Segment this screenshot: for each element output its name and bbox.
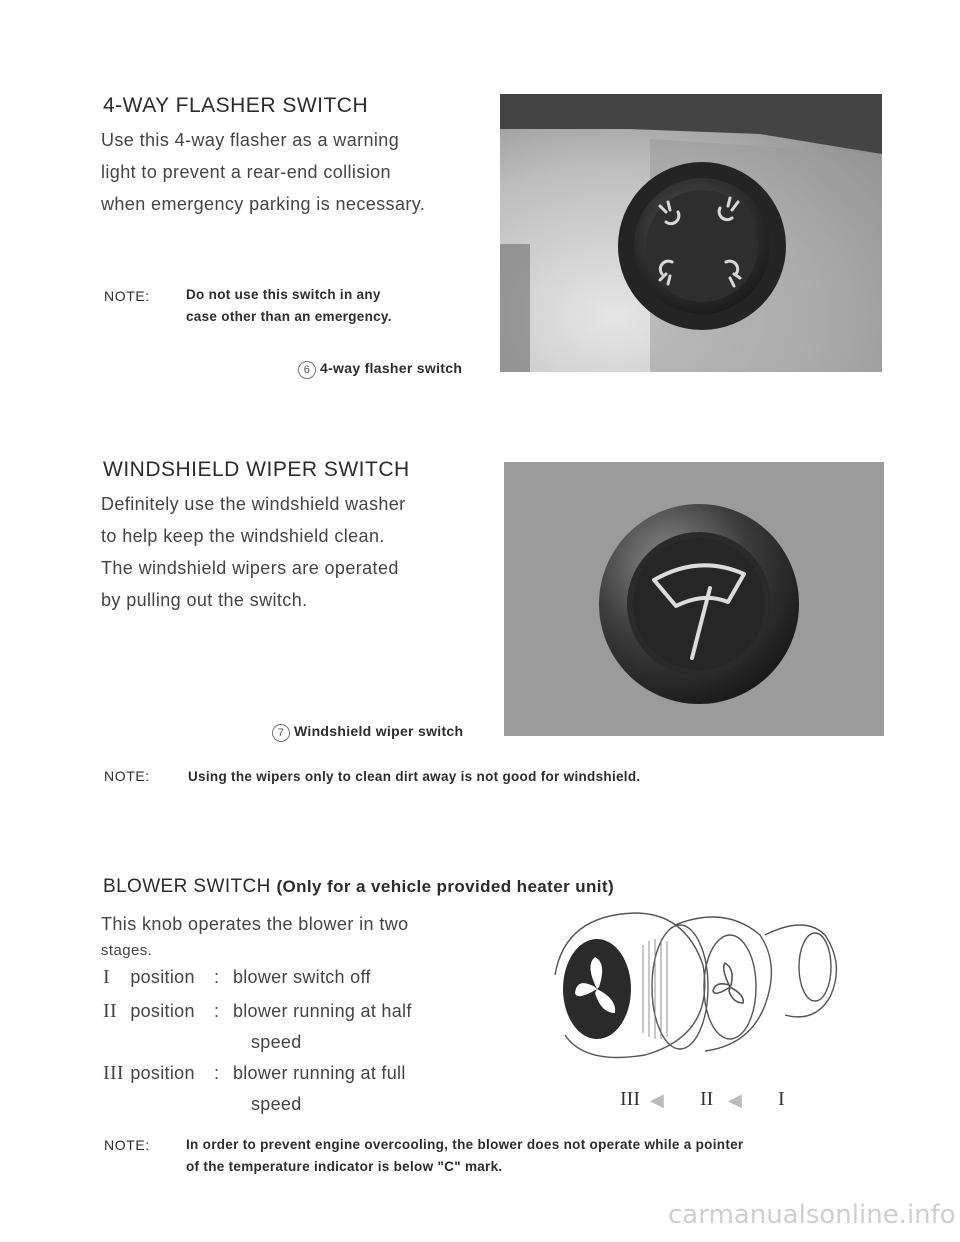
position-label: position: [130, 1063, 195, 1083]
position-roman: I: [103, 966, 110, 988]
position-label: position: [130, 967, 195, 987]
position-description-cont: speed: [251, 1032, 302, 1052]
blower-heading-sub: (Only for a vehicle provided heater unit): [276, 877, 615, 896]
blower-note-text: [186, 1134, 906, 1178]
wiper-caption-number: 7: [272, 724, 290, 742]
wiper-heading: WINDSHIELD WIPER SWITCH: [103, 458, 410, 481]
arrow-icon: ◀: [650, 1090, 664, 1110]
position-row-2: [103, 994, 483, 1028]
wiper-line-3: The windshield wipers are operated: [101, 558, 399, 578]
flasher-switch-photo: [500, 94, 882, 372]
blower-knob-illustration: [525, 905, 855, 1075]
flasher-switch-illustration: [500, 94, 882, 372]
wiper-line-4: by pulling out the switch.: [101, 590, 308, 610]
flasher-line-2: light to prevent a rear-end collision: [101, 162, 391, 182]
wiper-caption-text: Windshield wiper switch: [294, 723, 464, 739]
position-separator: :: [213, 967, 220, 987]
blower-positions-list: [103, 960, 483, 1118]
watermark-text: carmanualsonline.info: [668, 1200, 956, 1230]
blower-switch-diagram: [525, 905, 855, 1075]
position-description-cont: speed: [251, 1094, 302, 1114]
position-row-1: [103, 960, 483, 994]
flasher-line-3: when emergency parking is necessary.: [101, 194, 426, 214]
wiper-switch-photo: [504, 462, 884, 736]
flasher-note-line-2: case other than an emergency.: [186, 309, 392, 324]
blower-heading: [103, 876, 614, 898]
wiper-note-label: NOTE:: [104, 768, 150, 784]
flasher-note-label: NOTE:: [104, 288, 150, 304]
blower-intro-line-1: This knob operates the blower in two: [101, 914, 409, 934]
flasher-caption-text: 4-way flasher switch: [320, 360, 463, 376]
diagram-label-III: III: [620, 1088, 640, 1110]
flasher-heading: 4-WAY FLASHER SWITCH: [103, 94, 369, 117]
wiper-caption: [272, 723, 463, 742]
position-description: blower running at full: [232, 1063, 406, 1083]
flasher-caption: [298, 360, 462, 379]
blower-note-line-1: In order to prevent engine overcooling, the blower does not operate while a pointer: [186, 1137, 744, 1152]
blower-intro: [101, 908, 481, 962]
position-label: position: [130, 1001, 195, 1021]
position-row-2-cont: [103, 1028, 483, 1056]
position-row-3-cont: [103, 1090, 483, 1118]
flasher-caption-number: 6: [298, 361, 316, 379]
position-roman: III: [103, 1062, 124, 1084]
position-separator: :: [213, 1063, 220, 1083]
blower-heading-main: BLOWER SWITCH: [103, 876, 271, 897]
flasher-note-line-1: Do not use this switch in any: [186, 287, 381, 302]
diagram-label-I: I: [778, 1088, 785, 1110]
wiper-description: [101, 488, 496, 616]
wiper-note-text: Using the wipers only to clean dirt away is not good for windshield.: [188, 769, 641, 784]
position-description: blower running at half: [232, 1001, 412, 1021]
arrow-icon: ◀: [728, 1090, 742, 1110]
diagram-label-II: II: [700, 1088, 714, 1110]
wiper-switch-illustration: [504, 462, 884, 736]
blower-intro-line-2: stages.: [101, 942, 153, 959]
position-description: blower switch off: [232, 967, 371, 987]
blower-note-line-2: of the temperature indicator is below "C" mark.: [186, 1159, 503, 1174]
flasher-line-1: Use this 4-way flasher as a warning: [101, 130, 400, 150]
position-roman: II: [103, 1000, 117, 1022]
wiper-line-1: Definitely use the windshield washer: [101, 494, 406, 514]
blower-note-label: NOTE:: [104, 1137, 150, 1153]
flasher-note-text: [186, 284, 392, 328]
flasher-description: [101, 124, 481, 220]
position-row-3: [103, 1056, 483, 1090]
wiper-line-2: to help keep the windshield clean.: [101, 526, 385, 546]
position-separator: :: [213, 1001, 220, 1021]
